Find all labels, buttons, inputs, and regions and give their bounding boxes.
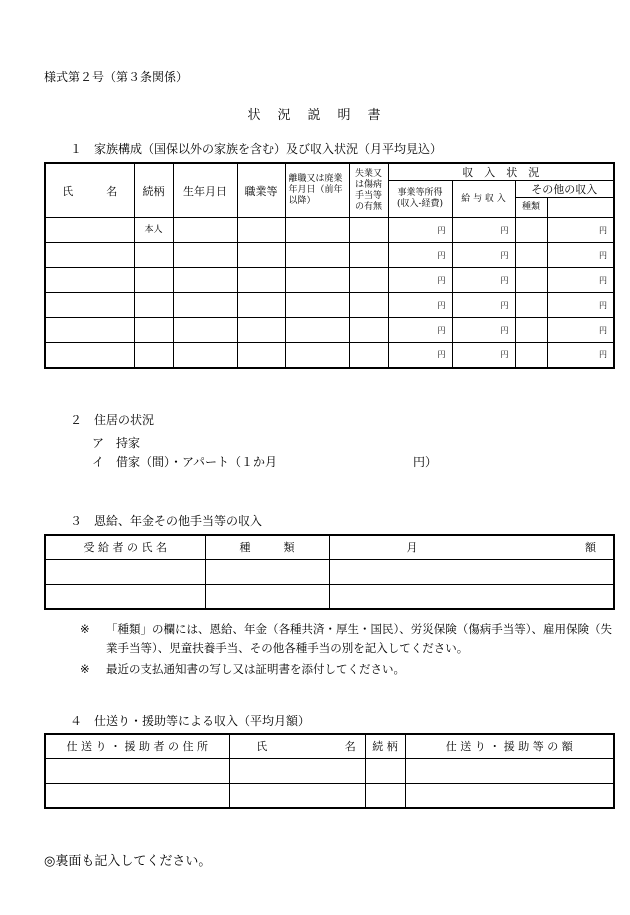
header-support-amount: 仕 送 り ・ 援 助 等 の 額 [405, 734, 614, 758]
housing-option-owned: ア 持家 [92, 436, 141, 450]
yen-label: 円 [452, 293, 515, 318]
table-row [45, 293, 614, 318]
header-name-right: 名 [344, 740, 356, 754]
table-row [45, 343, 614, 368]
yen-label: 円 [547, 318, 614, 343]
yen-label: 円 [388, 293, 452, 318]
header-monthly: 月 [406, 541, 418, 555]
support-income-table [44, 733, 615, 809]
footer-note: ◎裏面も記入してください。 [44, 854, 212, 869]
note-type-line2: 業手当等）、児童扶養手当、その他各種手当の別を記入してください。 [106, 641, 469, 655]
header-salary-income: 給 与 収 入 [452, 181, 515, 218]
header-amount: 額 [585, 541, 596, 555]
header-other-income: その他の収入 [515, 181, 614, 198]
table-row [45, 758, 614, 783]
yen-label: 円 [388, 218, 452, 243]
yen-label: 円 [452, 343, 515, 368]
header-recipient: 受 給 者 の 氏 名 [45, 535, 205, 559]
header-type: 種類 [515, 198, 547, 218]
table-row [45, 268, 614, 293]
header-type: 種 類 [205, 535, 329, 559]
header-relation: 続 柄 [365, 734, 405, 758]
section1-heading: １ 家族構成（国保以外の家族を含む）及び収入状況（月平均見込） [70, 142, 443, 156]
note-type-field [106, 620, 626, 658]
header-birth-date: 生年月日 [173, 163, 237, 218]
header-retire-date: 離職又は廃業年月日（前年以降） [285, 163, 349, 218]
header-name-left: 氏 [256, 740, 268, 754]
pension-income-table [44, 534, 615, 610]
table-row [45, 318, 614, 343]
yen-label: 円 [388, 268, 452, 293]
header-income-status: 収 入 状 況 [388, 163, 614, 181]
yen-label: 円 [388, 318, 452, 343]
table-row [45, 243, 614, 268]
table-row [45, 218, 614, 243]
yen-label: 円 [547, 243, 614, 268]
yen-label: 円 [547, 218, 614, 243]
header-name [229, 734, 365, 758]
note-mark: ※ [80, 662, 90, 676]
header-unemployment: 失業又は傷病手当等の有無 [349, 163, 388, 218]
note-attachment: 最近の支払通知書の写し又は証明書を添付してください。 [106, 662, 405, 676]
note-type-line1: 「種類」の欄には、恩給、年金（各種共済・厚生・国民）、労災保険（傷病手当等）、雇用保険（失 [106, 622, 612, 636]
business-income-label: 事業等所得 [397, 188, 443, 198]
table-row [45, 584, 614, 609]
yen-label: 円 [547, 343, 614, 368]
yen-label: 円 [452, 218, 515, 243]
cell-relation: 本人 [134, 218, 173, 243]
yen-label: 円 [388, 243, 452, 268]
section3-heading: ３ 恩給、年金その他手当等の収入 [70, 514, 263, 528]
housing-option-rented: イ 借家（間）・アパート（１か月 [92, 455, 278, 469]
yen-label: 円 [388, 343, 452, 368]
yen-label: 円 [452, 243, 515, 268]
cell-name[interactable] [45, 218, 134, 243]
table-row [45, 783, 614, 808]
table-row [45, 559, 614, 584]
header-business-income [388, 181, 452, 218]
header-monthly-amount [329, 535, 614, 559]
family-income-table [44, 162, 615, 369]
header-address: 仕 送 り ・ 援 助 者 の 住 所 [45, 734, 229, 758]
note-mark: ※ [80, 622, 90, 636]
housing-rent-yen: 円） [413, 455, 438, 469]
form-number: 様式第２号（第３条関係） [44, 70, 189, 84]
header-relation: 続柄 [134, 163, 173, 218]
section4-heading: ４ 仕送り・援助等による収入（平均月額） [70, 714, 311, 728]
yen-label: 円 [452, 318, 515, 343]
header-name: 氏 名 [45, 163, 134, 218]
document-title: 状 況 説 明 書 [247, 108, 383, 123]
yen-label: 円 [452, 268, 515, 293]
yen-label: 円 [547, 268, 614, 293]
header-occupation: 職業等 [237, 163, 285, 218]
section2-heading: ２ 住居の状況 [70, 413, 155, 427]
business-income-note: (収入-経費) [396, 199, 444, 209]
yen-label: 円 [547, 293, 614, 318]
